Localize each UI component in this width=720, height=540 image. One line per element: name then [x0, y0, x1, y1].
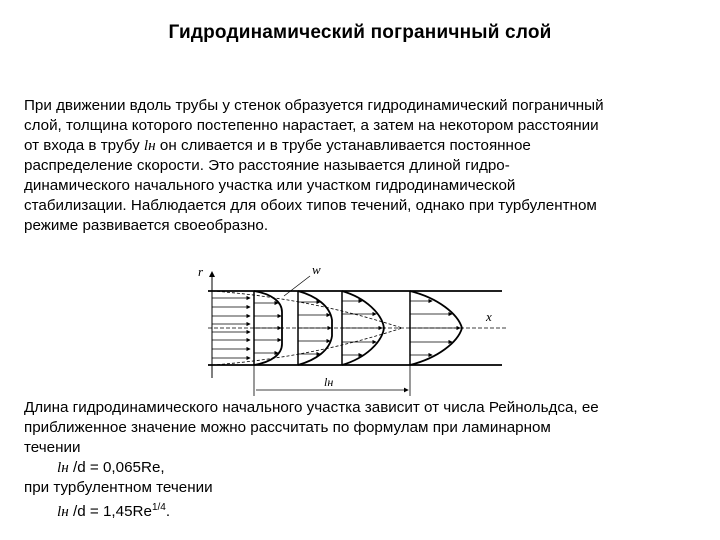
- text-line: слой, толщина которого постепенно нарастает, а затем на некотором расстоянии: [24, 117, 599, 134]
- text-line: При движении вдоль трубы у стенок образуется гидродинамический пограничный: [24, 97, 604, 114]
- formula-text: /d = 1,45Re: [73, 503, 152, 521]
- profile-arrows: [254, 303, 281, 353]
- text-line: Длина гидродинамического начального участка зависит от числа Рейнольдса, ее: [24, 399, 599, 416]
- page-title: Гидродинамический пограничный слой: [168, 22, 552, 43]
- w-label: w: [312, 262, 321, 277]
- profile-arrows: [298, 302, 331, 354]
- turbulent-formula: [24, 498, 716, 522]
- entrance-length-symbol: lн: [57, 503, 69, 521]
- text-line: стабилизации. Наблюдается для обоих типов течений, однако при турбулентном: [24, 197, 597, 214]
- text-fragment: он сливается и в трубе устанавливается постоянное: [159, 137, 531, 154]
- x-axis-label: x: [486, 309, 492, 324]
- text-line: приближенное значение можно рассчитать по формулам при ламинарном: [24, 419, 551, 436]
- text-line: распределение скорости. Это расстояние называется длиной гидро-: [24, 157, 510, 174]
- formula-end: .: [165, 503, 171, 521]
- formula-exponent: 1/4: [151, 502, 166, 513]
- text-line: при турбулентном течении: [24, 479, 213, 496]
- entrance-length-symbol: lн: [57, 459, 69, 476]
- entrance-length-label: lн: [324, 375, 334, 389]
- profile-arrows: [342, 301, 382, 355]
- text-line: течении: [24, 439, 81, 456]
- formula-paragraph: [24, 398, 716, 522]
- entrance-length-symbol: lн: [143, 137, 156, 154]
- text-line: режиме развивается своеобразно.: [24, 217, 269, 234]
- intro-paragraph: [24, 96, 716, 236]
- formula-text: /d = 0,065Re,: [73, 459, 165, 476]
- text-line: [24, 136, 716, 156]
- laminar-formula: [24, 458, 716, 478]
- text-line: динамического начального участка или участком гидродинамической: [24, 177, 516, 194]
- boundary-layer-diagram: [190, 258, 520, 400]
- r-axis-label: r: [198, 264, 204, 279]
- text-fragment: от входа в трубу: [24, 137, 140, 154]
- profile-arrows: [410, 301, 460, 355]
